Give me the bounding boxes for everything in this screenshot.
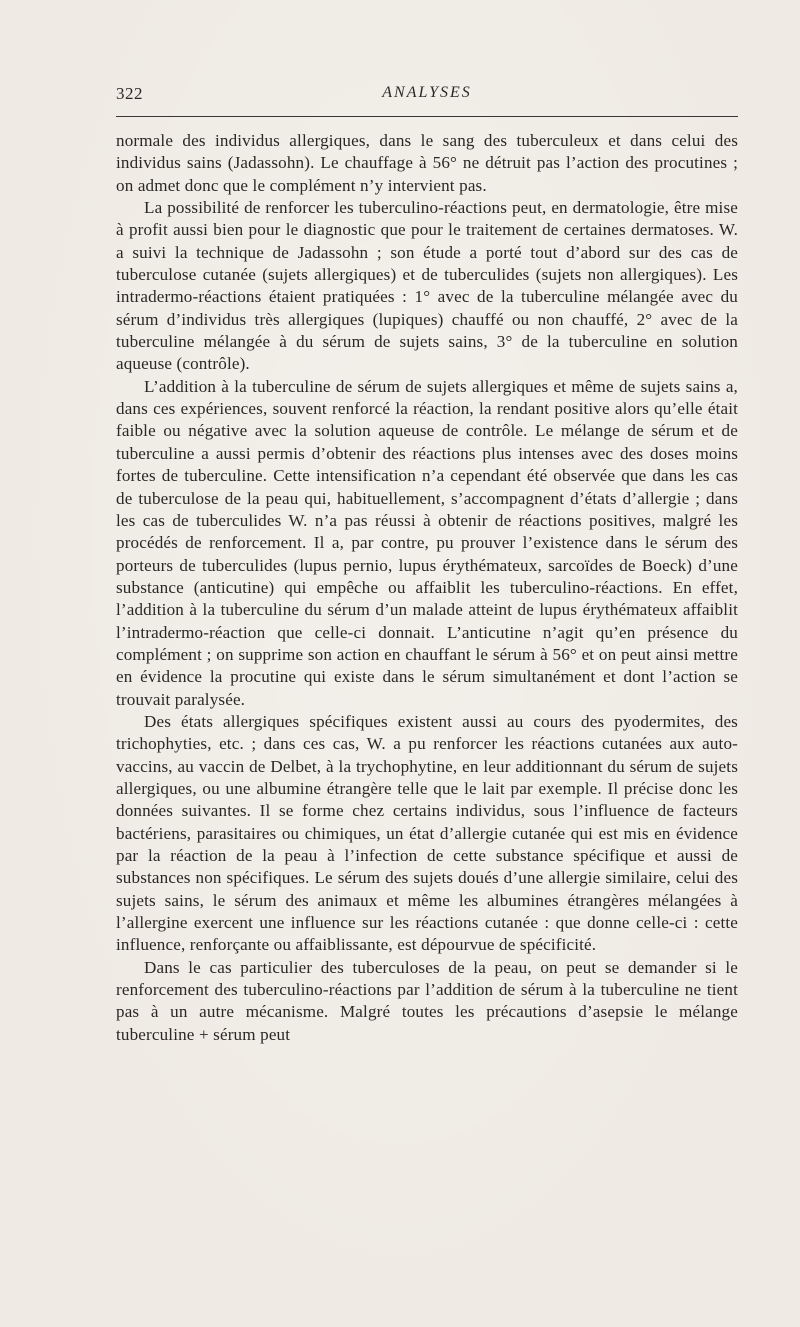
paragraph: normale des individus allergiques, dans le sang des tuberculeux et dans celui des individus sains (Jadassohn). Le chauffage à 56° ne détruit pas l’action des procutines ; on admet donc que le complément n’y intervient pas. [116, 131, 738, 195]
paragraph: L’addition à la tuberculine de sérum de sujets allergiques et même de sujets sains a, dans ces expériences, souvent renforcé la réaction, la rendant positive alors qu’elle était faible ou négative avec la solution aqueuse de contrôle. Le mélange de sérum et de tuberculine a aussi permis d’obtenir des réactions plus intenses avec des doses moins fortes de tuberculine. Cette intensification n’a cependant été observée que dans les cas de tuberculose de la peau qui, habituellement, s’accompagnent d’états d’allergie ; dans les cas de tuberculides W. n’a pas réussi à obtenir de réactions positives, malgré les procédés de renforcement. Il a, par contre, pu prouver l’existence dans le sérum des porteurs de tuberculides (lupus pernio, lupus érythémateux, sarcoïdes de Boeck) d’une substance (anticutine) qui empêche ou affaiblit les tuberculino-réactions. En effet, l’addition à la tuberculine du sérum d’un malade atteint de lupus érythémateux affaiblit l’intradermo-réaction que celle-ci donnait. L’anticutine n’agit qu’en présence du complément ; on supprime son action en chauffant le sérum à 56° et on peut ainsi mettre en évidence la procutine qui existe dans le sérum simultanément et dont l’action se trouvait paralysée. [116, 376, 738, 709]
page-number: 322 [116, 84, 143, 103]
header-rule [116, 116, 738, 117]
body-text [116, 130, 738, 1046]
page-header [116, 84, 738, 112]
paragraph: La possibilité de renforcer les tuberculino-réactions peut, en dermatologie, être mise à profit aussi bien pour le diagnostic que pour le traitement de certaines dermatoses. W. a suivi la technique de Jadassohn ; son étude a porté tout d’abord sur des cas de tuberculose cutanée (sujets allergiques) et de tuberculides (sujets non allergiques). Les intradermo-réactions étaient pratiquées : 1° avec de la tuberculine mélangée avec du sérum d’individus très allergiques (lupiques) chauffé ou non chauffé, 2° avec de la tuberculine mélangée à du sérum de sujets sains, 3° de la tuberculine en solution aqueuse (contrôle). [116, 198, 738, 374]
paragraph: Des états allergiques spécifiques existent aussi au cours des pyodermites, des trichophyties, etc. ; dans ces cas, W. a pu renforcer les réactions cutanées aux auto-vaccins, au vaccin de Delbet, à la trychophytine, en leur additionnant du sérum de sujets allergiques, ou une albumine étrangère telle que le lait par exemple. Il précise donc les données suivantes. Il se forme chez certains individus, sous l’influence de facteurs bactériens, parasitaires ou chimiques, un état d’allergie cutanée qui est mis en évidence par la réaction de la peau à l’infection de cette substance spécifique et aussi de substances non spécifiques. Le sérum des sujets doués d’une allergie similaire, celui des sujets sains, le sérum des animaux et même les albumines étrangères mélangées à l’allergine exercent une influence sur les réactions cutanée : que donne celle-ci : cette influence, renforçante ou affaiblissante, est dépourvue de spécificité. [116, 711, 738, 955]
running-title: ANALYSES [382, 84, 472, 101]
paragraph: Dans le cas particulier des tuberculoses de la peau, on peut se demander si le renforcement des tuberculino-réactions par l’addition de sérum à la tuberculine ne tient pas à un autre mécanisme. Malgré toutes les précautions d’asepsie le mélange tuberculine + sérum peut [116, 957, 738, 1044]
